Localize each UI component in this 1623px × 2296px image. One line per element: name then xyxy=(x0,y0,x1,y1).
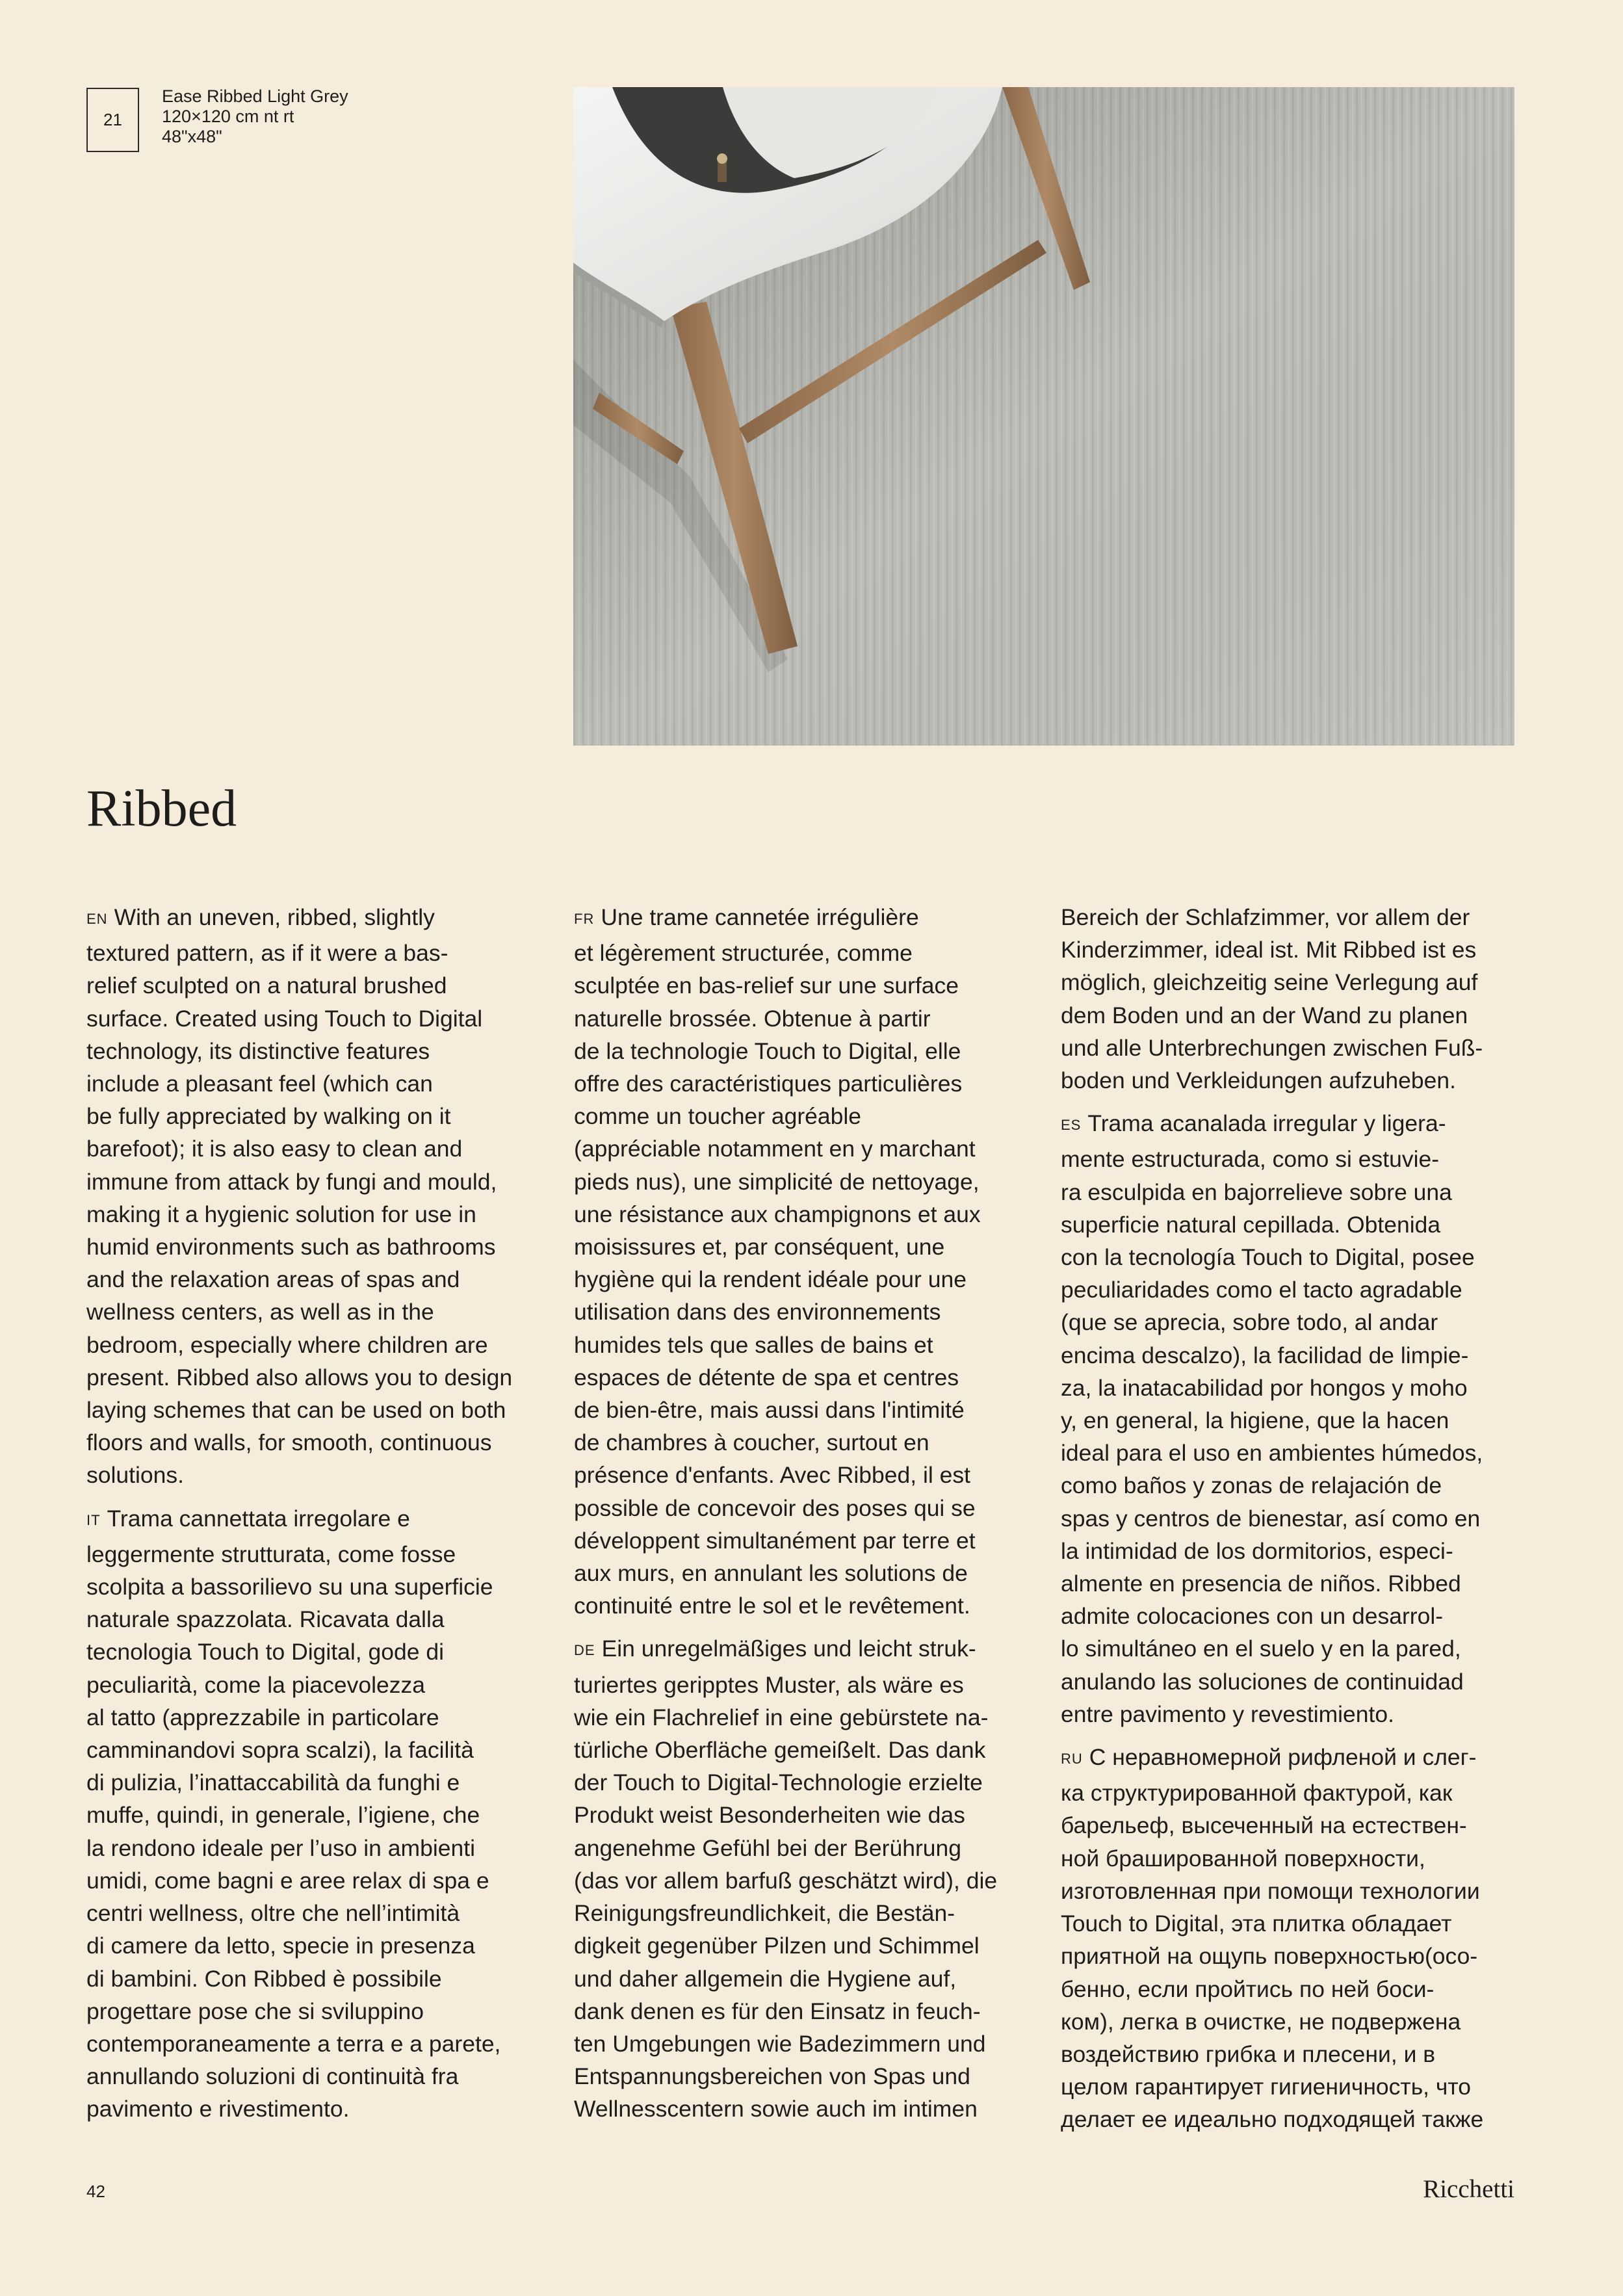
text-line: surface. Created using Touch to Digital xyxy=(86,1005,483,1032)
text-line: contemporaneamente a terra e a parete, xyxy=(86,2030,501,2057)
text-line: digkeit gegenüber Pilzen und Schimmel xyxy=(574,1933,980,1959)
text-line: almente en presencia de niños. Ribbed xyxy=(1061,1571,1461,1597)
text-line: angenehme Gefühl bei der Berührung xyxy=(574,1834,962,1861)
text-line: leggermente strutturata, come fosse xyxy=(86,1541,456,1567)
text-line: de la technologie Touch to Digital, elle xyxy=(574,1037,961,1064)
text-line: Entspannungsbereichen von Spas und xyxy=(574,2063,970,2090)
text-line: Wellnesscentern sowie auch im intimen xyxy=(574,2096,978,2122)
text-line: peculiarità, come la piacevolezza xyxy=(86,1671,425,1698)
text-line: ideal para el uso en ambientes húmedos, xyxy=(1061,1440,1483,1467)
text-line: pavimento e rivestimento. xyxy=(86,2096,350,2122)
reference-number: 21 xyxy=(103,110,122,129)
paragraph-de xyxy=(574,1632,1029,2125)
text-line: ES Trama acanalada irregular y ligera- xyxy=(1061,1110,1446,1137)
text-line: RU С неравномерной рифленой и слег- xyxy=(1061,1744,1477,1771)
paragraph-de-continued xyxy=(1061,901,1516,1097)
text-line: бенно, если пройтись по ней боси- xyxy=(1061,1976,1435,2002)
product-caption xyxy=(162,86,348,147)
text-line: приятной на ощупь поверхностью(осо- xyxy=(1061,1943,1478,1970)
text-line: immune from attack by fungi and mould, xyxy=(86,1168,497,1195)
text-line: делает ее идеально подходящей также xyxy=(1061,2106,1484,2133)
text-line: aux murs, en annulant les solutions de xyxy=(574,1560,968,1587)
text-line: entre pavimento y revestimiento. xyxy=(1061,1701,1395,1727)
text-line: ra esculpida en bajorrelieve sobre una xyxy=(1061,1179,1452,1205)
text-line: der Touch to Digital-Technologie erzielte xyxy=(574,1769,983,1796)
text-line: de bien-être, mais aussi dans l'intimité xyxy=(574,1397,965,1424)
text-line: and the relaxation areas of spas and xyxy=(86,1266,460,1293)
text-line: ка структурированной фактурой, как xyxy=(1061,1780,1453,1807)
product-photo xyxy=(573,87,1514,746)
paragraph-ru xyxy=(1061,1741,1516,2135)
text-line: sculptée en bas-relief sur une surface xyxy=(574,972,959,999)
text-line: superficie natural cepillada. Obtenida xyxy=(1061,1211,1441,1238)
text-line: di pulizia, l’inattaccabilità da funghi e xyxy=(86,1769,460,1796)
text-line: lo simultáneo en el suelo y en la pared, xyxy=(1061,1636,1461,1662)
language-tag: IT xyxy=(86,1511,101,1528)
language-tag: ES xyxy=(1061,1117,1082,1134)
text-line: Touch to Digital, эта плитка обладает xyxy=(1061,1911,1452,1937)
text-line: pieds nus), une simplicité de nettoyage, xyxy=(574,1168,980,1195)
text-line: (que se aprecia, sobre todo, al andar xyxy=(1061,1309,1438,1336)
language-tag: FR xyxy=(574,911,595,927)
reference-number-box xyxy=(86,88,139,152)
text-line: IT Trama cannettata irregolare e xyxy=(86,1505,410,1532)
text-line: present. Ribbed also allows you to design xyxy=(86,1364,513,1390)
text-line: espaces de détente de spa et centres xyxy=(574,1364,959,1390)
text-line: za, la inatacabilidad por hongos y moho xyxy=(1061,1374,1468,1401)
text-line: y, en general, la higiene, que la hacen xyxy=(1061,1407,1449,1434)
text-line: umidi, come bagni e aree relax di spa e xyxy=(86,1867,489,1894)
text-line: muffe, quindi, in generale, l’igiene, che xyxy=(86,1802,480,1829)
text-line: möglich, gleichzeitig seine Verlegung auf xyxy=(1061,969,1478,996)
text-line: offre des caractéristiques particulières xyxy=(574,1071,963,1097)
text-line: floors and walls, for smooth, continuous xyxy=(86,1429,492,1456)
text-line: EN With an uneven, ribbed, slightly xyxy=(86,904,435,930)
paragraph-fr xyxy=(574,901,1029,1622)
text-line: comme un toucher agréable xyxy=(574,1103,862,1130)
text-line: making it a hygienic solution for use in xyxy=(86,1201,476,1227)
text-line: scolpita a bassorilievo su una superficie xyxy=(86,1574,493,1600)
caption-line: Ease Ribbed Light Grey xyxy=(162,86,348,106)
text-line: целом гарантирует гигиеничность, что xyxy=(1061,2074,1472,2100)
text-line: ten Umgebungen wie Badezimmern und xyxy=(574,2030,986,2057)
text-line: moisissures et, par conséquent, une xyxy=(574,1234,945,1260)
text-column-2 xyxy=(574,901,1029,2136)
text-line: dank denen es für den Einsatz in feuch- xyxy=(574,1998,981,2024)
text-column-1 xyxy=(86,901,541,2136)
text-line: humides tels que salles de bains et xyxy=(574,1331,933,1358)
brand-logo: Ricchetti xyxy=(1423,2175,1514,2203)
text-line: naturelle brossée. Obtenue à partir xyxy=(574,1005,931,1032)
text-line: encima descalzo), la facilidad de limpie- xyxy=(1061,1342,1469,1368)
text-line: présence d'enfants. Avec Ribbed, il est xyxy=(574,1462,971,1489)
text-line: und daher allgemein die Hygiene auf, xyxy=(574,1965,957,1992)
text-line: изготовленная при помощи технологии xyxy=(1061,1877,1480,1904)
text-line: Reinigungsfreundlichkeit, die Bestän- xyxy=(574,1900,955,1927)
text-line: воздействию грибка и плесени, и в xyxy=(1061,2041,1436,2067)
text-line: mente estructurada, como si estuvie- xyxy=(1061,1146,1440,1173)
text-line: барельеф, высеченный на естествен- xyxy=(1061,1812,1467,1839)
text-line: progettare pose che si sviluppino xyxy=(86,1998,424,2024)
text-line: et légèrement structurée, comme xyxy=(574,940,913,967)
text-line: ной брашированной поверхности, xyxy=(1061,1845,1425,1872)
text-line: Kinderzimmer, ideal ist. Mit Ribbed ist es xyxy=(1061,937,1477,963)
text-line: développent simultanément par terre et xyxy=(574,1527,976,1554)
text-line: Bereich der Schlafzimmer, vor allem der xyxy=(1061,904,1470,930)
text-column-3 xyxy=(1061,901,1516,2146)
text-line: textured pattern, as if it were a bas- xyxy=(86,940,448,967)
text-line: turiertes geripptes Muster, als wäre es xyxy=(574,1671,964,1698)
text-line: spas y centros de bienestar, así como en xyxy=(1061,1505,1481,1532)
paragraph-es xyxy=(1061,1107,1516,1730)
chair-on-ribbed-floor-illustration xyxy=(573,87,1514,746)
text-line: und alle Unterbrechungen zwischen Fuß- xyxy=(1061,1034,1483,1061)
text-line: boden und Verkleidungen aufzuheben. xyxy=(1061,1067,1456,1094)
caption-line: 48"x48" xyxy=(162,127,222,146)
text-line: technology, its distinctive features xyxy=(86,1037,430,1064)
language-tag: DE xyxy=(574,1642,595,1659)
text-line: barefoot); it is also easy to clean and xyxy=(86,1136,463,1162)
text-line: tecnologia Touch to Digital, gode di xyxy=(86,1639,444,1665)
text-line: hygiène qui la rendent idéale pour une xyxy=(574,1266,967,1293)
text-line: ком), легка в очистке, не подвержена xyxy=(1061,2008,1461,2035)
text-line: admite colocaciones con un desarrol- xyxy=(1061,1603,1444,1630)
text-line: annullando soluzioni di continuità fra xyxy=(86,2063,459,2090)
text-line: (appréciable notamment en y marchant xyxy=(574,1136,976,1162)
language-tag: RU xyxy=(1061,1751,1083,1768)
text-line: be fully appreciated by walking on it xyxy=(86,1103,451,1130)
text-line: di camere da letto, specie in presenza xyxy=(86,1933,475,1959)
text-line: como baños y zonas de relajación de xyxy=(1061,1472,1442,1499)
text-line: possible de concevoir des poses qui se xyxy=(574,1494,976,1521)
text-line: Produkt weist Besonderheiten wie das xyxy=(574,1802,965,1829)
text-line: humid environments such as bathrooms xyxy=(86,1234,496,1260)
text-line: dem Boden und an der Wand zu planen xyxy=(1061,1002,1468,1028)
text-line: de chambres à coucher, surtout en xyxy=(574,1429,929,1456)
text-line: une résistance aux champignons et aux xyxy=(574,1201,981,1227)
text-line: naturale spazzolata. Ricavata dalla xyxy=(86,1606,445,1633)
text-line: al tatto (apprezzabile in particolare xyxy=(86,1704,439,1730)
text-line: continuité entre le sol et le revêtement. xyxy=(574,1593,970,1619)
text-line: laying schemes that can be used on both xyxy=(86,1397,506,1424)
page-title: Ribbed xyxy=(86,780,237,837)
text-line: wie ein Flachrelief in eine gebürstete na- xyxy=(574,1704,989,1730)
text-line: türliche Oberfläche gemeißelt. Das dank xyxy=(574,1737,986,1764)
paragraph-it xyxy=(86,1502,541,2126)
page-number: 42 xyxy=(86,2182,105,2201)
text-line: con la tecnología Touch to Digital, posee xyxy=(1061,1244,1475,1271)
text-line: camminandovi sopra scalzi), la facilità xyxy=(86,1737,474,1764)
language-tag: EN xyxy=(86,911,108,927)
text-line: FR Une trame cannetée irrégulière xyxy=(574,904,919,930)
text-line: la rendono ideale per l’uso in ambienti xyxy=(86,1834,475,1861)
text-line: utilisation dans des environnements xyxy=(574,1299,941,1325)
text-line: wellness centers, as well as in the xyxy=(86,1299,434,1325)
text-line: DE Ein unregelmäßiges und leicht struk- xyxy=(574,1636,976,1662)
text-line: di bambini. Con Ribbed è possibile xyxy=(86,1965,442,1992)
text-line: centri wellness, oltre che nell’intimità xyxy=(86,1900,460,1927)
text-line: (das vor allem barfuß geschätzt wird), die xyxy=(574,1867,998,1894)
text-line: relief sculpted on a natural brushed xyxy=(86,972,447,999)
text-line: la intimidad de los dormitorios, especi- xyxy=(1061,1537,1453,1564)
caption-line: 120×120 cm nt rt xyxy=(162,107,294,126)
text-line: include a pleasant feel (which can xyxy=(86,1071,433,1097)
paragraph-en xyxy=(86,901,541,1492)
text-line: bedroom, especially where children are xyxy=(86,1331,488,1358)
text-line: anulando las soluciones de continuidad xyxy=(1061,1668,1464,1695)
text-line: peculiaridades como el tacto agradable xyxy=(1061,1277,1462,1303)
text-line: solutions. xyxy=(86,1462,184,1489)
